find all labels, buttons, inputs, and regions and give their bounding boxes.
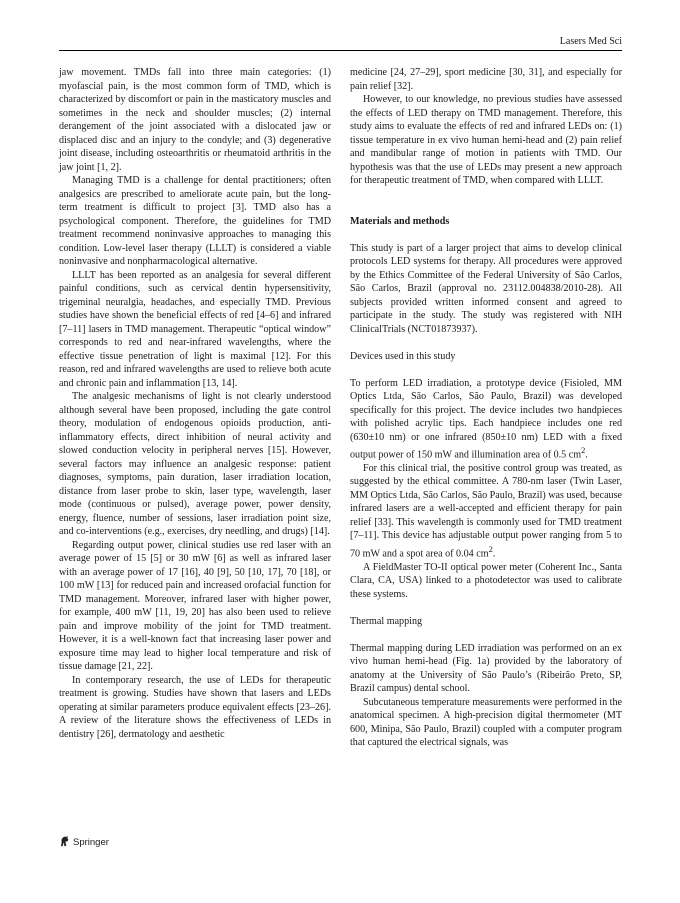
footer [59, 836, 109, 849]
publisher-name: Springer [73, 837, 109, 848]
paragraph: For this clinical trial, the positive control group was treated, as suggested by the ethical committee. A 780-nm laser (Twin Laser, MM Optics Ltda, São Carlos, São Paulo, Brazil) was used, because infrared lasers are a well-accepted and efficient therapy for pain relief [33]. This wavelength is commonly used for TMD treatment [7–11]. This device has adjustable output power ranging from 5 to 70 mW and a spot area of 0.04 $cm^2$. [350, 462, 622, 560]
paragraph: Regarding output power, clinical studies use red laser with an average power of 15 [5] or 30 mW [6] as well as infrared laser with an average power of 17 [16], 40 [9], 50 [10, 17], 70 [18], or 100 mW [13] for reduced pain and increased orofacial function for TMD management. Moreover, infrared laser with higher power, for example, 400 mW [11, 19, 20] has also been used to relieve pain and improve mobility of the joint for TMD treatment. However, it is a well-known fact that increasing laser power and exposure time may lead to higher local temperature and risk of tissue damage [21, 22]. [59, 539, 331, 672]
paragraph: A FieldMaster TO-II optical power meter (Coherent Inc., Santa Clara, CA, USA) linked to a photodetector was used to calibrate these systems. [350, 561, 622, 600]
right-column [350, 66, 622, 750]
springer-horse-icon [59, 836, 70, 847]
section-heading-methods: Materials and methods [350, 215, 450, 227]
subsection-heading-devices: Devices used in this study [350, 350, 456, 362]
running-header [59, 36, 622, 51]
paragraph: LLLT has been reported as an analgesia for several different painful conditions, such as cervical dentin hypersensitivity, trigeminal neuralgia, headaches, and especially TMD. Previous studies have shown the beneficial effects of red [4–6] and infrared [7–11] lasers in TMD management. Therapeutic “optical window” corresponds to red and near-infrared wavelengths, where the effective tissue penetration of light is maximal [12]. For this reason, red and infrared wavelengths are used to relieve both acute and chronic pain and inflammation [13, 14]. [59, 269, 331, 389]
paragraph: In contemporary research, the use of LEDs for therapeutic treatment is growing. Studies have shown that lasers and LEDs operating at similar parameters produce equivalent effects [23–26]. A review of the literature shows the effectiveness of LEDs in dentistry [26], dermatology and aesthetic [59, 674, 331, 740]
paragraph: Managing TMD is a challenge for dental practitioners; often analgesics are prescribed to ameliorate acute pain, but the long-term treatment is difficult to project [3]. TMD also has a psychological component. Therefore, the guidelines for TMD treatment recommend noninvasive approaches to managing this condition. Low-level laser therapy (LLLT) is considered a viable noninvasive and nonpharmacological alternative. [59, 175, 331, 267]
paragraph: Subcutaneous temperature measurements were performed in the anatomical specimen. A high-precision digital thermometer (MT 600, Minipa, São Paulo, Brazil) coupled with a computer program that captured the electrical signals, was [350, 696, 622, 749]
paragraph: medicine [24, 27–29], sport medicine [30, 31], and especially for pain relief [32]. [350, 67, 622, 92]
paragraph: To perform LED irradiation, a prototype device (Fisioled, MM Optics Ltda, São Carlos, São Paulo, Brazil) was developed specifically for this project. The device includes two handpieces with polished acrylic tips. Each handpiece includes one red (630±10 nm) or one infrared (850±10 nm) LED with a fixed output power of 150 mW and illumination area of 0.5 $cm^2$. [350, 377, 622, 461]
left-column [59, 66, 331, 741]
paragraph: jaw movement. TMDs fall into three main categories: (1) myofascial pain, is the most common form of TMD, which is characterized by discomfort or pain in the masticatory muscles and sometimes in the neck and shoulder muscles; (2) internal derangement of the joint associated with a dislocated jaw or displaced disc and an injury to the condyle; and (3) degenerative joint disease, including osteoarthritis or rheumatoid arthritis in the jaw joint [1, 2]. [59, 67, 331, 173]
journal-name: Lasers Med Sci [559, 36, 622, 47]
paragraph: The analgesic mechanisms of light is not clearly understood although several have been proposed, including the gate control theory, modulation of endogenous opioids production, anti-inflammatory effects, direct inhibition of neural activity and slowed conduction velocity in peripheral nerves [15]. However, several factors may influence an analgesic response: patient diagnoses, symptoms, pain duration, laser irradiation location, distance from laser probe to skin, laser type, wavelength, laser mode (continuous or pulsed), average power, power density, energy, fluence, number of sessions, laser irradiation point size, and co-interventions (e.g., exercises, dry needling, and drugs) [14]. [59, 391, 331, 537]
subsection-heading-thermal: Thermal mapping [350, 615, 423, 627]
paragraph: Thermal mapping during LED irradiation was performed on an ex vivo human hemi-head (Fig. 1a) provided by the laboratory of anatomy at the University of São Paulo’s (Ribeirão Preto, SP, Brazil campus) dental school. [350, 642, 622, 695]
paragraph: This study is part of a larger project that aims to develop clinical protocols LED systems for therapy. All procedures were approved by the Ethics Committee of the Federal University of São Carlos, São Carlos, Brazil (approval no. 23112.004838/2010-28). All subjects provided written informed consent and agreed to participate in the study. The study was registered with NIH ClinicalTrials (NCT01873937). [350, 242, 622, 335]
paragraph: However, to our knowledge, no previous studies have assessed the effects of LED therapy on TMD management. Therefore, this study aims to evaluate the effects of red and infrared LEDs on: (1) tissue temperature in ex vivo human hemi-head and (2) pain relief and mandibular range of motion in patients with TMD. Our hypothesis was that the use of LEDs may present a new approach for therapeutic treatment of TMD, when compared with LLLT. [350, 94, 622, 186]
